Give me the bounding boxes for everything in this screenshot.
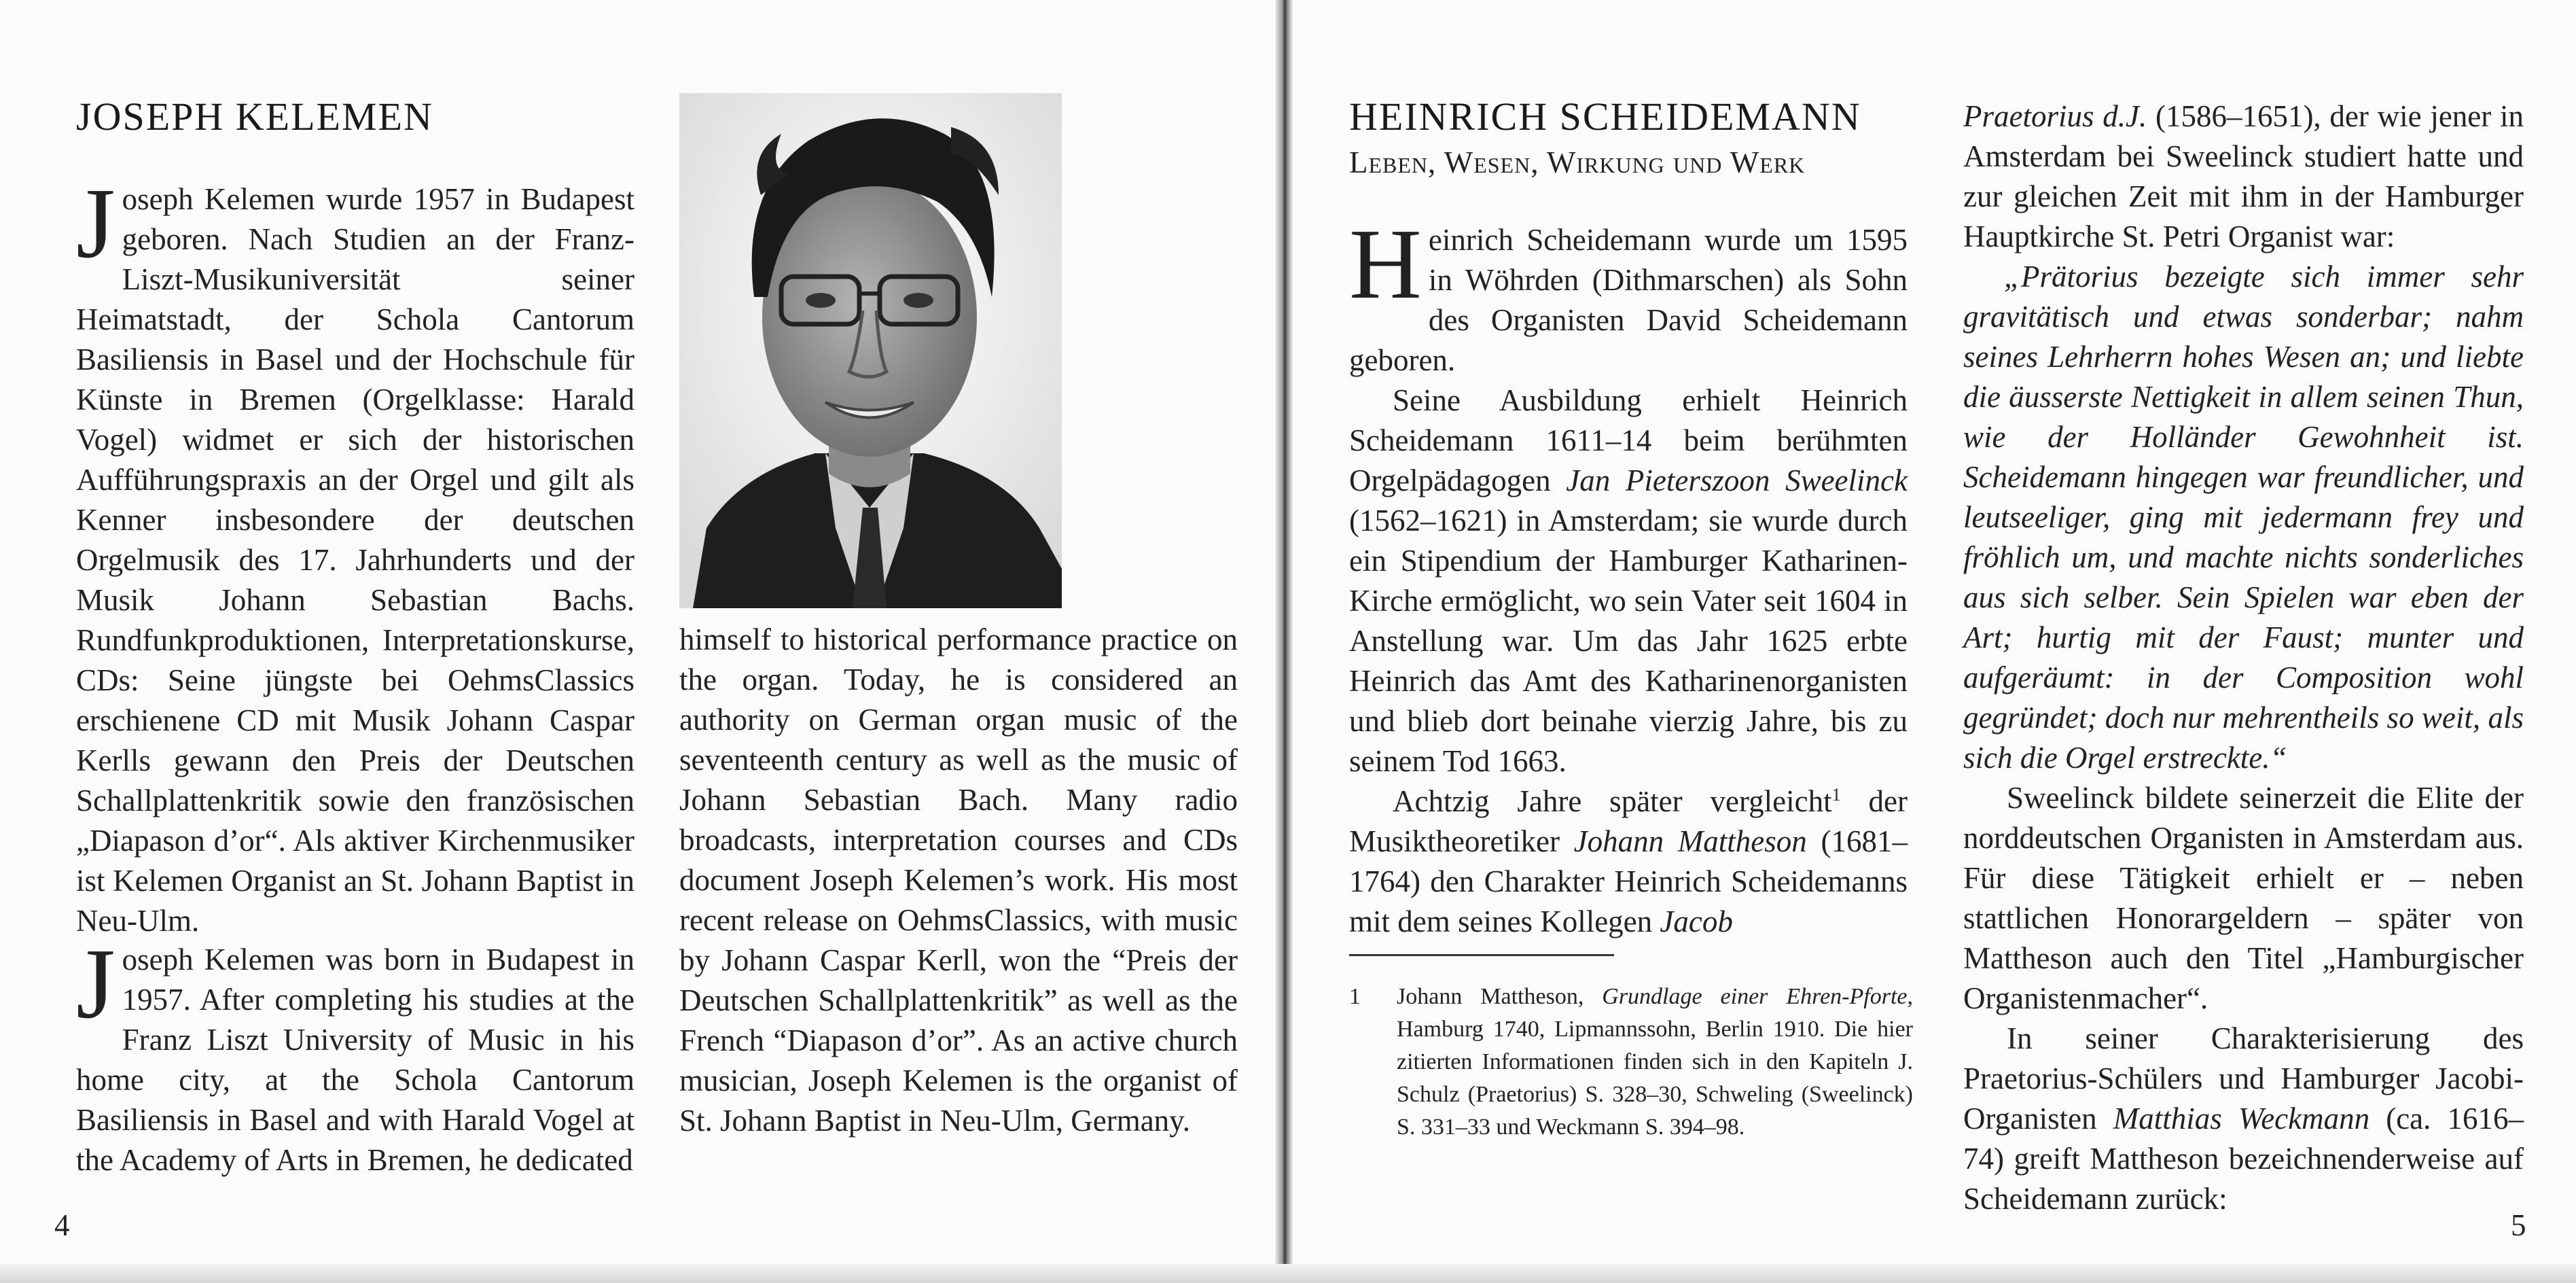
portrait-image [679, 93, 1062, 608]
mattheson-quote: „Prätorius bezeigte sich immer sehr gravitätisch und etwas sonderbar; nahm seines Lehrherrn hohes Wesen an; und liebte die äusserste Nettigkeit in allem seinen Thun, wie der Holländer Gewohnheit ist. Scheidemann hingegen war freundlicher, und leutseeliger, ging mit jedermann frey und fröhlich um, und machte nichts sonderliches aus sich selber. Sein Spielen war eben der Art; hurtig mit der Faust; munter und aufgeräumt: in der Composition wohl gegründet; doch nur mehrentheils so weit, als sich die Orgel erstreckte.“ [1963, 260, 2524, 775]
footnote-author: Johann Mattheson, [1397, 984, 1603, 1009]
page-number-left: 4 [54, 1208, 70, 1242]
paragraph-sweelinck: Sweelinck bildete seinerzeit die Elite der norddeutschen Organisten in Amsterdam aus. Für diese Tätigkeit erhielt er – neben stattlichen Honorargeldern – später von Mattheson auch den Titel „Hamburgischer Organistenmacher“. [1963, 781, 2524, 1015]
paragraph-2-text-a: Seine Ausbildung erhielt Heinrich Scheidemann 1611–14 beim berühmten Orgelpädagogen [1349, 383, 1908, 497]
footnote-marker: 1 [1831, 785, 1841, 805]
article-heading: HEINRICH SCHEIDEMANN [1349, 94, 1861, 139]
portrait-photo [679, 93, 1062, 608]
person-name: Jan Pieterszoon Sweelinck [1566, 463, 1908, 497]
footnote-title: Grundlage einer Ehren-Pforte [1602, 984, 1908, 1009]
article-column-1 [1349, 209, 1908, 942]
german-biography-text: oseph Kelemen wurde 1957 in Budapest geboren. Nach Studien an der Franz-Liszt-Musikuniversität seiner Heimatstadt, der Schola Cantorum Basiliensis in Basel und der Hochschule für Künste in Bremen (Orgelklasse: Harald Vogel) widmet er sich der historischen Aufführungspraxis an der Orgel und gilt als Kenner insbesondere der deutschen Orgelmusik des 17. Jahrhunderts und der Musik Johann Sebastian Bachs. Rundfunkproduktionen, Interpretationskurse, CDs: Seine jüngste bei OehmsClassics erschienene CD mit Musik Johann Caspar Kerlls gewann den Preis der Deutschen Schallplattenkritik sowie den französischen „Diapason d’or“. Als aktiver Kirchenmusiker ist Kelemen Organist an St. Johann Baptist in Neu-Ulm. [76, 182, 634, 938]
article-column-2 [1963, 96, 2524, 1219]
person-name: Johann Mattheson [1573, 824, 1807, 858]
paragraph-continued [1963, 96, 2524, 257]
page-number-right: 5 [2511, 1208, 2526, 1242]
dropcap-letter: J [76, 168, 115, 279]
person-name: Matthias Weckmann [2113, 1102, 2370, 1136]
left-page [0, 0, 1284, 1283]
paragraph-3 [1349, 781, 1908, 942]
footnote-text [1397, 981, 1913, 1144]
page-bottom-edge [0, 1264, 2576, 1283]
paragraph-2 [1349, 381, 1908, 781]
dropcap-letter: H [1349, 209, 1422, 320]
paragraph-3-text-c: (1681–1764) den Charakter Heinrich Scheidemanns mit dem seines Kollegen [1349, 824, 1908, 938]
person-name: Jacob [1660, 904, 1733, 938]
paragraph-weckmann-text-b: (ca. 1616–74) greift Mattheson bezeichnenderweise auf Scheidemann zurück: [1963, 1102, 2524, 1216]
paragraph-3-text-a: Achtzig Jahre später vergleicht [1393, 784, 1832, 818]
paragraph-2-text-b: (1562–1621) in Amsterdam; sie wurde durch ein Stipendium der Hamburger Katharinen-Kirche ermöglicht, wo sein Vater seit 1604 in Anstellung war. Um das Jahr 1625 erbte Heinrich das Amt des Katharinenorganisten und blieb dort beinahe vierzig Jahre, bis zu seinem Tod 1663. [1349, 504, 1908, 778]
paragraph-continued-text: (1586–1651), der wie jener in Amsterdam bei Sweelinck studiert hatte und zur gleichen Zeit mit ihm in der Hamburger Hauptkirche St. Petri Organist war: [1963, 99, 2524, 253]
person-name: Praetorius d.J. [1963, 99, 2147, 133]
paragraph-weckmann [1963, 1019, 2524, 1219]
english-biography-col2 [679, 620, 1238, 1141]
english-biography-text-col2: himself to historical performance practice on the organ. Today, he is considered an authority on German organ music of the seventeenth century as well as the music of Johann Sebastian Bach. Many radio broadcasts, interpretation courses and CDs document Joseph Kelemen’s work. His most recent release on OehmsClassics, with music by Johann Caspar Kerll, won the “Preis der Deutschen Schallplattenkritik” as well as the French “Diapason d’or”. As an active church musician, Joseph Kelemen is the organist of St. Johann Baptist in Neu-Ulm, Germany. [679, 622, 1238, 1138]
footnote [1349, 981, 1913, 1144]
biography-heading: JOSEPH KELEMEN [76, 94, 433, 139]
footnote-rest: , Hamburg 1740, Lipmannssohn, Berlin 1910. Die hier zitierten Informationen finden sich in den Kapiteln J. Schulz (Praetorius) S. 328–30, Schweling (Sweelinck) S. 331–33 und Weckmann S. 394–98. [1397, 984, 1913, 1140]
paragraph-weckmann-text-a: In seiner Charakterisierung des Praetorius-Schülers und Hamburger Jacobi-Organisten [1963, 1021, 2524, 1136]
german-biography [76, 168, 634, 941]
dropcap-letter: J [76, 928, 115, 1040]
english-biography-text-col1: oseph Kelemen was born in Budapest in 1957. After completing his studies at the Franz Liszt University of Music in his home city, at the Schola Cantorum Basiliensis in Basel and with Harald Vogel at the Academy of Arts in Bremen, he dedicated [76, 943, 634, 1177]
paragraph-1: einrich Scheidemann wurde um 1595 in Wöhrden (Dithmarschen) als Sohn des Organisten David Scheidemann geboren. [1349, 223, 1908, 377]
article-subheading: Leben, Wesen, Wirkung und Werk [1349, 145, 1806, 179]
paragraph-3-text-b: der Musiktheoretiker [1349, 784, 1908, 858]
english-biography-col1 [76, 928, 634, 1180]
footnote-number: 1 [1349, 984, 1361, 1009]
footnote-divider [1349, 954, 1614, 956]
